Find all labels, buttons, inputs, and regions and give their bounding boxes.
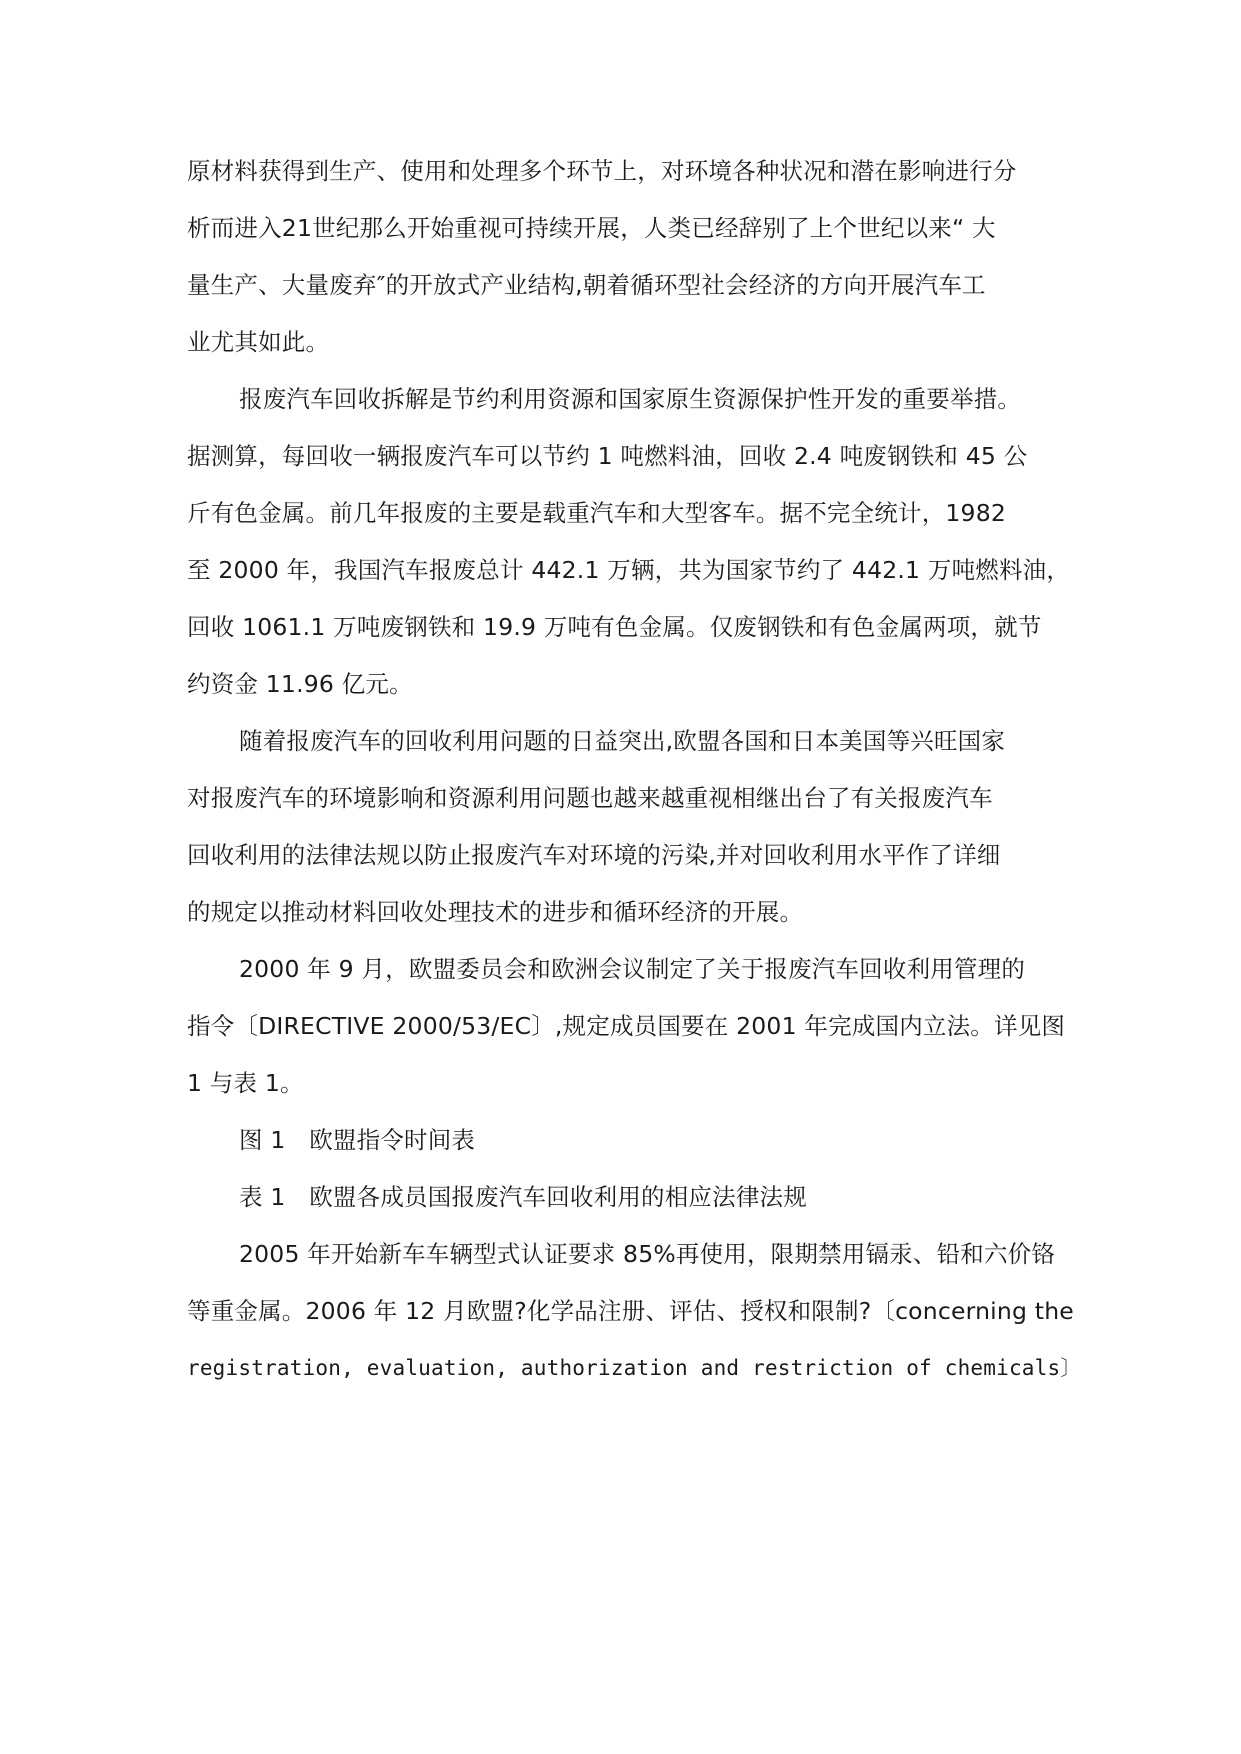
paragraph-2-line-4: 至 2000 年，我国汽车报废总计 442.1 万辆，共为国家节约了 442.1 万吨燃料油， [187, 556, 1071, 584]
paragraph-4-line-1: 2000 年 9 月，欧盟委员会和欧洲会议制定了关于报废汽车回收利用管理的 [239, 955, 1026, 983]
table-caption: 表 1 欧盟各成员国报废汽车回收利用的相应法律法规 [239, 1183, 807, 1211]
paragraph-2-line-6: 约资金 11.96 亿元。 [187, 670, 413, 698]
paragraph-2-line-3: 斤有色金属。前几年报废的主要是载重汽车和大型客车。据不完全统计，1982 [187, 499, 1007, 527]
paragraph-2-line-1: 报废汽车回收拆解是节约利用资源和国家原生资源保护性开发的重要举措。 [239, 385, 1022, 413]
paragraph-1-line-4: 业尤其如此。 [187, 328, 330, 356]
paragraph-4-line-2: 指令〔DIRECTIVE 2000/53/EC〕,规定成员国要在 2001 年完成国内立法。详见图 [187, 1012, 1066, 1040]
paragraph-3-line-2: 对报废汽车的环境影响和资源利用问题也越来越重视相继出台了有关报废汽车 [187, 784, 993, 812]
paragraph-4-line-3: 1 与表 1。 [187, 1069, 304, 1097]
paragraph-1-line-1: 原材料获得到生产、使用和处理多个环节上，对环境各种状况和潜在影响进行分 [187, 157, 1017, 185]
paragraph-2-line-5: 回收 1061.1 万吨废钢铁和 19.9 万吨有色金属。仅废钢铁和有色金属两项，就节 [187, 613, 1042, 641]
paragraph-3-line-3: 回收利用的法律法规以防止报废汽车对环境的污染,并对回收利用水平作了详细 [187, 841, 1001, 869]
figure-caption: 图 1 欧盟指令时间表 [239, 1126, 476, 1154]
paragraph-1-line-3: 量生产、大量废弃″的开放式产业结构,朝着循环型社会经济的方向开展汽车工 [187, 271, 986, 299]
paragraph-7-line-3: registration, evaluation, authorization and restriction of chemicals〕 [187, 1356, 1082, 1380]
paragraph-1-line-2: 析而进入21世纪那么开始重视可持续开展，人类已经辞别了上个世纪以来“ 大 [187, 214, 996, 242]
paragraph-2-line-2: 据测算，每回收一辆报废汽车可以节约 1 吨燃料油，回收 2.4 吨废钢铁和 45 公 [187, 442, 1028, 470]
paragraph-3-line-1: 随着报废汽车的回收利用问题的日益突出,欧盟各国和日本美国等兴旺国家 [239, 727, 1006, 755]
paragraph-3-line-4: 的规定以推动材料回收处理技术的进步和循环经济的开展。 [187, 898, 804, 926]
paragraph-7-line-2: 等重金属。2006 年 12 月欧盟?化学品注册、评估、授权和限制?〔concerning the [187, 1297, 1074, 1325]
paragraph-7-line-1: 2005 年开始新车车辆型式认证要求 85%再使用，限期禁用镉汞、铅和六价铬 [239, 1240, 1056, 1268]
